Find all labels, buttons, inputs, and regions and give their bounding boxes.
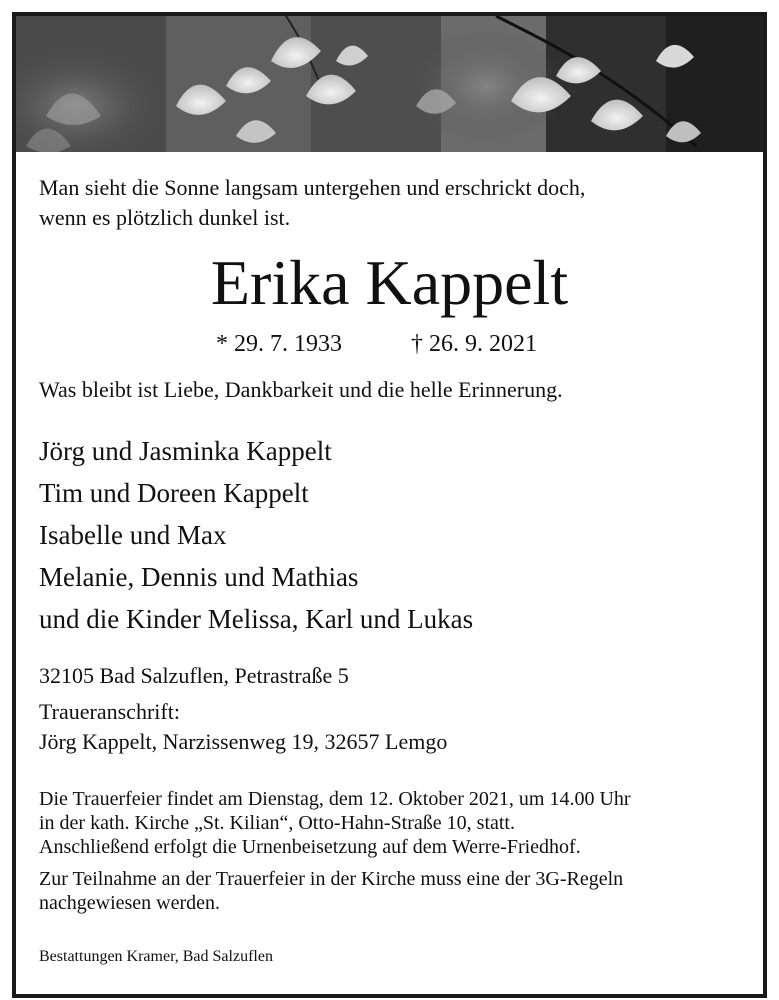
ginkgo-leaves-image: [16, 16, 763, 152]
quote-line-2: wenn es plötzlich dunkel ist.: [39, 205, 291, 230]
mourning-address-label: Traueranschrift:: [39, 699, 180, 724]
ceremony-line-2: in der kath. Kirche „St. Kilian“, Otto-Hahn-Straße 10, statt.: [39, 812, 515, 834]
covid-note-line-1: Zur Teilnahme an der Trauerfeier in der Kirche muss eine der 3G-Regeln: [39, 868, 624, 890]
covid-note-line-2: nachgewiesen werden.: [39, 892, 221, 914]
birth-date: * 29. 7. 1933: [216, 331, 342, 357]
undertaker: Bestattungen Kramer, Bad Salzuflen: [39, 948, 273, 965]
family-line-2: Tim und Doreen Kappelt: [39, 478, 309, 508]
death-date: † 26. 9. 2021: [411, 331, 537, 357]
obituary-card: [12, 12, 767, 998]
family-line-3: Isabelle und Max: [39, 520, 227, 550]
family-line-4: Melanie, Dennis und Mathias: [39, 562, 359, 592]
deceased-name: Erika Kappelt: [210, 247, 569, 318]
remembrance-line: Was bleibt ist Liebe, Dankbarkeit und die helle Erinnerung.: [39, 377, 563, 402]
family-line-1: Jörg und Jasminka Kappelt: [39, 436, 332, 466]
ginkgo-leaves-banner: [16, 16, 763, 152]
quote-line-1: Man sieht die Sonne langsam untergehen und erschrickt doch,: [39, 175, 586, 200]
ceremony-line-3: Anschließend erfolgt die Urnenbeisetzung auf dem Werre-Friedhof.: [39, 836, 581, 858]
mourning-address: Jörg Kappelt, Narzissenweg 19, 32657 Lemgo: [39, 729, 448, 754]
ceremony-line-1: Die Trauerfeier findet am Dienstag, dem 12. Oktober 2021, um 14.00 Uhr: [39, 788, 631, 810]
family-line-5: und die Kinder Melissa, Karl und Lukas: [39, 604, 474, 634]
home-address: 32105 Bad Salzuflen, Petrastraße 5: [39, 663, 349, 688]
